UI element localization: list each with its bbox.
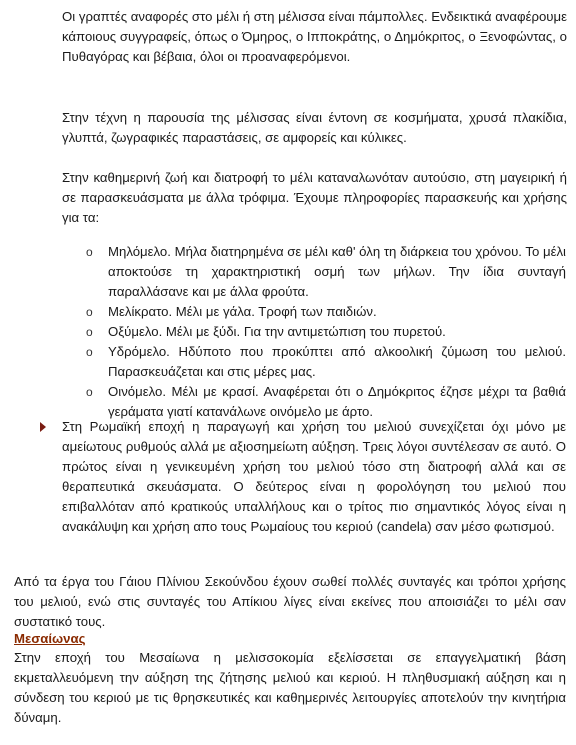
list-item: o Οξύμελο. Μέλι με ξύδι. Για την αντιμετώπιση του πυρετού. [86,322,566,342]
list-item: o Υδρόμελο. Ηδύποτο που προκύπτει από αλκοολική ζύμωση του μελιού. Παρασκευάζεται και στις μέρες μας. [86,344,566,379]
paragraph-art: Στην τέχνη η παρουσία της μέλισσας είναι έντονη σε κοσμήματα, χρυσά πλακίδια, γλυπτά, ζωγραφικές παραστάσεις, σε αμφορείς και κύλικες. [62,110,567,145]
section-heading-middle-ages: Μεσαίωνας [14,631,86,646]
paragraph-pliny: Από τα έργα του Γάιου Πλίνιου Σεκούνδου έχουν σωθεί πολλές συνταγές και τρόποι χρήσης του μελιού, ενώ στις συνταγές του Απίκιου λίγες είναι εκείνες που αποισιάζει το μέλι σαν συστατικό τους. [14,574,566,629]
honey-preparations-list [86,242,566,422]
circle-bullet-icon: o [86,245,93,259]
paragraph-daily-life: Στην καθημερινή ζωή και διατροφή το μέλι καταναλωνόταν αυτούσιο, στη μαγειρική ή σε παρασκευάσματα με άλλα τρόφιμα. Έχουμε πληροφορίες παρασκευής και χρήσης για τα: [62,170,567,225]
circle-bullet-icon: o [86,325,93,339]
paragraph-middle-ages: Στην εποχή του Μεσαίωνα η μελισσοκομία εξελίσσεται σε επαγγελματική βάση εκμεταλλευόμενη την αύξηση της ζήτησης μελιού και κεριού. Η πληθυσμιακή αύξηση και η σύνδεση του κεριού με τις θρησκευτικές και καθημερινές λειτουργίες αποτελούν την κινητήρια δύναμη. [14,650,566,725]
triangle-right-icon [40,422,46,432]
roman-era-item [40,417,566,537]
paragraph-written-references: Οι γραπτές αναφορές στο μέλι ή στη μέλισσα είναι πάμπολλες. Ενδεικτικά αναφέρουμε κάποιους συγγραφείς, όπως ο Όμηρος, ο Ιπποκράτης, ο Δημόκριτος, ο Ξενοφώντας, ο Πυθαγόρας και βέβαια, όλοι οι προαναφερόμενοι. [62,9,567,64]
list-item: o Οινόμελο. Μέλι με κρασί. Αναφέρεται ότι ο Δημόκριτος έζησε μέχρι τα βαθιά γεράματα γιατί κατανάλωνε οινόμελο με άρτο. [86,384,566,419]
circle-bullet-icon: o [86,305,93,319]
roman-era-text: Στη Ρωμαϊκή εποχή η παραγωγή και χρήση του μελιού συνεχίζεται όχι μόνο με αμείωτους ρυθμούς αλλά με αξιοσημείωτη αύξηση. Τρεις λόγοι συντέλεσαν σε αυτό. Ο πρώτος είναι η γενικευμένη χρήση του μελιού τόσο στη διατροφή αλλά και σε θεραπευτικά σκευάσματα. Ο δεύτερος είναι η φορολόγηση του μελιού που επιβαλλόταν από κρατικούς υπαλλήλους και ο τρίτος πιο σημαντικός λόγος είναι η ανακάλυψη και χρήση απο τους Ρωμαίους του κεριού (candela) σαν μέσο φωτισμού. [62,419,566,534]
list-item: o Μελίκρατο. Μέλι με γάλα. Τροφή των παιδιών. [86,302,566,322]
list-item: o Μηλόμελο. Μήλα διατηρημένα σε μέλι καθ' όλη τη διάρκεια του χρόνου. Το μέλι αποκτούσε τη χαρακτηριστική οσμή των μήλων. Την ίδια συνταγή παραλλάσανε και με άλλα φρούτα. [86,244,566,299]
circle-bullet-icon: o [86,385,93,399]
circle-bullet-icon: o [86,345,93,359]
